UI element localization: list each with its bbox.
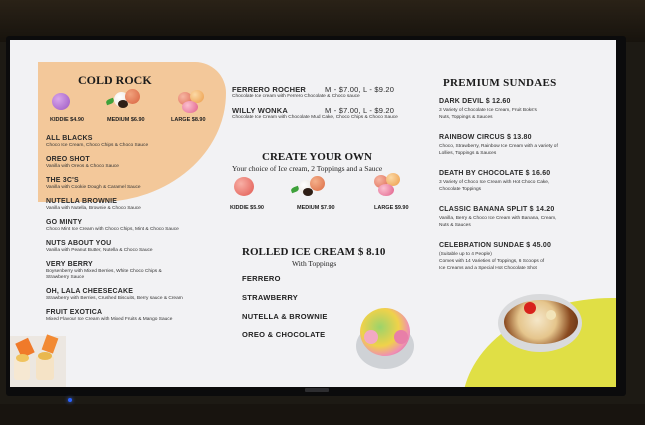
sundae-item-name: DEATH BY CHOCOLATE $ 16.60 <box>439 170 551 177</box>
sundae-item-desc: (Suitable up to 4 People) <box>439 252 492 257</box>
counter-background <box>0 404 645 425</box>
special-ferrero-price: M - $7.00, L - $9.20 <box>325 85 395 94</box>
premium-sundaes-title: PREMIUM SUNDAES <box>443 77 557 89</box>
cold-rock-size-medium: MEDIUM $6.90 <box>107 117 145 123</box>
menu-item-name: NUTS ABOUT YOU <box>46 240 112 247</box>
sundae-item-desc: Comes with 14 Varieties of Toppings, 6 Scoops of <box>439 259 545 264</box>
sundae-item-desc: 3 Variety of Choco Ice Cream with Hot Choco Cake, <box>439 180 550 185</box>
rolled-ice-cream-subtitle: With Toppings <box>292 259 337 268</box>
menu-item-name: NUTELLA BROWNIE <box>46 198 118 205</box>
special-wonka-name: WILLY WONKA <box>232 106 288 115</box>
sundae-item-desc: Lollies, Toppings & Sauces <box>439 151 497 156</box>
menu-item-desc: Vanilla with Nutella, Brownie & Choco Sauce <box>46 206 141 211</box>
tv-power-led <box>68 398 72 402</box>
menu-item-name: GO MINTY <box>46 219 83 226</box>
menu-item-desc: Boysenberry with Mixed Berries, White Choco Chips & <box>46 269 162 274</box>
create-your-own-title: CREATE YOUR OWN <box>262 151 373 163</box>
special-ferrero-desc: Chocolate Ice cream with Ferrero Chocolate & Choco sauce <box>232 94 360 99</box>
create-size-large: LARGE $9.90 <box>374 205 409 211</box>
menu-item-name: VERY BERRY <box>46 261 93 268</box>
sundae-item-desc: 3 Variety of Chocolate Ice Cream, Fruit Boks's <box>439 108 537 113</box>
create-size-kiddie: KIDDIE $5.90 <box>230 205 264 211</box>
cold-rock-size-large: LARGE $8.90 <box>171 117 206 123</box>
cold-rock-size-kiddie: KIDDIE $4.90 <box>50 117 84 123</box>
menu-item-desc: Vanilla with Oreos & Choco Sauce <box>46 164 119 169</box>
rolled-item: STRAWBERRY <box>242 293 299 302</box>
menu-item-name: ALL BLACKS <box>46 135 93 142</box>
special-wonka-price: M - $7.00, L - $9.20 <box>325 106 395 115</box>
special-ferrero-name: FERRERO ROCHER <box>232 85 307 94</box>
menu-item-name: OH, LALA CHEESECAKE <box>46 288 134 295</box>
menu-item-name: FRUIT EXOTICA <box>46 309 103 316</box>
create-size-medium: MEDIUM $7.90 <box>297 205 335 211</box>
sundae-item-desc: Chocolate Toppings <box>439 187 482 192</box>
menu-item-desc: Choco Mint Ice Cream with Choco Chips, Mint & Choco Sauce <box>46 227 179 232</box>
menu-item-name: THE 3C'S <box>46 177 79 184</box>
menu-item-desc: Vanilla with Cookie Dough & Caramel Sauce <box>46 185 141 190</box>
menu-item-name: OREO SHOT <box>46 156 90 163</box>
sundae-item-desc: Nuts, Toppings & Sauces <box>439 115 493 120</box>
sundae-item-name: DARK DEVIL $ 12.60 <box>439 98 511 105</box>
sundae-item-desc: Nuts & Sauces <box>439 223 471 228</box>
menu-item-desc: Strawberry with Berries, Crushed Biscuits, Berry sauce & Cream <box>46 296 183 301</box>
sundae-item-desc: Ice Creams and a Special Hot Chocolate Shot <box>439 266 537 271</box>
rolled-item: FERRERO <box>242 274 281 283</box>
rolled-item: NUTELLA & BROWNIE <box>242 312 328 321</box>
menu-screen <box>10 40 616 387</box>
cold-rock-title: COLD ROCK <box>78 73 152 87</box>
special-wonka-desc: Chocolate Ice Cream with Chocolate Mud Cake, Choco Chips & Choco Sauce <box>232 115 398 120</box>
create-your-own-subtitle: Your choice of Ice cream, 2 Toppings and a Sauce <box>232 164 383 173</box>
menu-item-desc: Vanilla with Peanut Butter, Nutella & Choco Sauce <box>46 248 153 253</box>
sundae-item-desc: Vanilla, Berry & Choco Ice Cream with Banana, Cream, <box>439 216 557 221</box>
sundae-item-desc: Choco, Strawberry, Rainbow Ice Cream with a variety of <box>439 144 558 149</box>
tv-brand-logo <box>305 388 329 392</box>
sundae-item-name: CLASSIC BANANA SPLIT $ 14.20 <box>439 206 555 213</box>
sundae-item-name: CELEBRATION SUNDAE $ 45.00 <box>439 242 552 249</box>
menu-item-desc: Mixed Flavour Ice Cream with Mixed Fruits & Mango Sauce <box>46 317 173 322</box>
rolled-item: OREO & CHOCOLATE <box>242 330 326 339</box>
rolled-ice-cream-title: ROLLED ICE CREAM $ 8.10 <box>242 246 386 258</box>
menu-item-desc-continued: Strawberry Sauce <box>46 275 85 280</box>
sundae-item-name: RAINBOW CIRCUS $ 13.80 <box>439 134 532 141</box>
menu-item-desc: Choco Ice Cream, Choco Chips & Choco Sauce <box>46 143 149 148</box>
